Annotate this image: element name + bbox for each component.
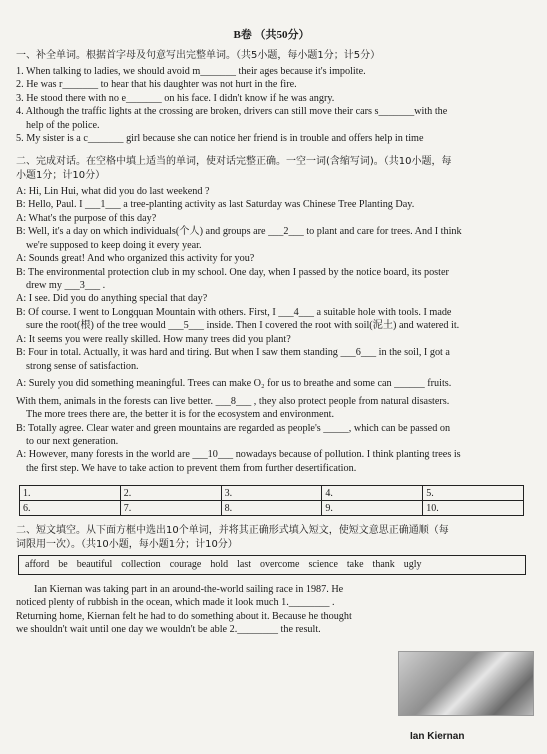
passage-text xyxy=(16,583,398,637)
question-item xyxy=(16,92,527,105)
section-heading-line: 小题1分；计10分） xyxy=(16,169,106,181)
dialogue-turn-line: B: Well, it's a day on which individuals(个人) and groups are ___2___ to plant and care for trees. And I think xyxy=(16,226,462,238)
word-bank-item: beautiful xyxy=(76,559,113,571)
question-item-line: help of the police. xyxy=(26,119,100,131)
dialogue-turn-line: A: What's the purpose of this day? xyxy=(16,212,157,224)
question-item-line: 3. He stood there with no e_______ on his face. I didn't know if he was angry. xyxy=(16,92,335,104)
answer-table xyxy=(19,485,524,516)
answer-cell[interactable]: 9. xyxy=(322,501,423,516)
dialogue-turn xyxy=(16,252,527,265)
dialogue-turn-line: B: Totally agree. Clear water and green mountains are regarded as people's _____, which can be passed on xyxy=(16,422,451,434)
answer-cell[interactable]: 8. xyxy=(221,501,322,516)
question-item-line: 4. Although the traffic lights at the crossing are broken, drivers can still move their cars s_______with the xyxy=(16,106,448,118)
dialogue-turn xyxy=(16,377,527,390)
passage-line: noticed plenty of rubbish in the ocean, which made it look much 1.________ . xyxy=(16,597,335,609)
page-title: B卷 （共50分） xyxy=(233,29,310,41)
word-bank-item: ugly xyxy=(403,559,422,571)
dialogue-turn xyxy=(16,185,527,198)
dialogue-turn-line: A: I see. Did you do anything special that day? xyxy=(16,293,208,305)
section-heading xyxy=(16,524,527,550)
dialogue-turn-line: drew my ___3___ . xyxy=(26,279,106,291)
section-vocabulary xyxy=(16,49,527,146)
question-item-line: 5. My sister is a c_______ girl because she can notice her friend is in trouble and offers help in time xyxy=(16,132,424,144)
word-bank-item: afford xyxy=(25,559,50,571)
answer-cell[interactable]: 3. xyxy=(221,486,322,501)
answer-cell[interactable]: 6. xyxy=(20,501,121,516)
passage-line: Ian Kiernan was taking part in an around-the-world sailing race in 1987. He xyxy=(34,583,344,595)
word-bank-item: hold xyxy=(210,559,229,571)
photo-caption: Ian Kiernan xyxy=(410,731,465,742)
dialogue-turn xyxy=(16,292,527,305)
dialogue-turn-line: B: Four in total. Actually, it was hard and tiring. But when I saw them standing ___6___ in the soil, I got a xyxy=(16,347,450,359)
dialogue-turn xyxy=(16,346,527,373)
dialogue-turn-line: A: Surely you did something meaningful. Trees can make O₂ for us to breathe and some can ______ fruits. xyxy=(16,378,452,390)
section-dialogue xyxy=(16,155,527,516)
dialogue-turn-line: A: However, many forests in the world are ___10___ nowadays because of pollution. I think planting trees is xyxy=(16,449,461,461)
section-heading-line: 二、完成对话。在空格中填上适当的单词，使对话完整正确。一空一词(含缩写词)。（共10小题，每 xyxy=(16,156,452,168)
dialogue-turn-line: B: Of course. I went to Longquan Mountain with others. First, I ___4___ a suitable hole with tools. I made xyxy=(16,306,452,318)
dialogue-turn-line: B: The environmental protection club in my school. One day, when I passed by the notice board, its poster xyxy=(16,266,449,278)
word-bank-item: overcome xyxy=(260,559,300,571)
section-heading: 一、补全单词。根据首字母及句意写出完整单词。（共5小题，每小题1分；计5分） xyxy=(16,49,381,61)
dialogue-turn-line: the first step. We have to take action to prevent them from further desertification. xyxy=(26,462,357,474)
section-heading xyxy=(16,155,527,181)
dialogue-turn xyxy=(16,225,527,252)
section-passage xyxy=(16,524,527,636)
dialogue-turn-line: With them, animals in the forests can live better. ___8___ , they also protect people from natural disasters. xyxy=(16,395,450,407)
answer-row xyxy=(20,501,524,516)
answer-cell[interactable]: 4. xyxy=(322,486,423,501)
word-bank-item: courage xyxy=(169,559,202,571)
question-item-line: 2. He was r_______ to hear that his daughter was not hurt in the fire. xyxy=(16,79,297,91)
answer-row xyxy=(20,486,524,501)
dialogue-turn xyxy=(16,422,527,449)
dialogue-turn xyxy=(16,306,527,333)
dialogue-turn-line: B: Hello, Paul. I ___1___ a tree-planting activity as last Saturday was Chinese Tree Planting Day. xyxy=(16,199,415,211)
question-item xyxy=(16,65,527,78)
word-bank-item: be xyxy=(58,559,68,571)
dialogue-turn-line: A: It seems you were really skilled. How many trees did you plant? xyxy=(16,333,291,345)
question-item xyxy=(16,132,527,145)
question-item xyxy=(16,105,527,132)
answer-cell[interactable]: 10. xyxy=(423,501,524,516)
dialogue-turn-line: The more trees there are, the better it is for the ecosystem and environment. xyxy=(26,409,335,421)
dialogue-turn xyxy=(16,266,527,293)
word-bank-item: last xyxy=(237,559,252,571)
dialogue-turn xyxy=(16,198,527,211)
word-bank-box xyxy=(18,555,526,575)
question-list xyxy=(16,65,527,146)
answer-cell[interactable]: 2. xyxy=(120,486,221,501)
word-bank-item: collection xyxy=(121,559,161,571)
section-heading-line: 词限用一次）。（共10小题，每小题1分；计10分） xyxy=(16,538,238,550)
dialogue-turn-line: strong sense of satisfaction. xyxy=(26,360,139,372)
word-bank-item: science xyxy=(308,559,338,571)
dialogue-turn-line: sure the root(根) of the tree would ___5___ inside. Then I covered the root with soil(泥土) and watered it. xyxy=(26,320,460,332)
dialogue-turn xyxy=(16,333,527,346)
portrait-photo xyxy=(398,651,534,716)
dialogue-turn-line: we're supposed to keep doing it every year. xyxy=(26,239,202,251)
dialogue-turn xyxy=(16,395,527,422)
dialogue-turn xyxy=(16,212,527,225)
dialogue-turn-line: A: Sounds great! And who organized this activity for you? xyxy=(16,253,255,265)
dialogue-turn-line: A: Hi, Lin Hui, what did you do last weekend ? xyxy=(16,185,210,197)
section-heading-line: 二、短文填空。从下面方框中选出10个单词，并将其正确形式填入短文，使短文意思正确通顺（每 xyxy=(16,525,449,537)
word-bank-item: take xyxy=(346,559,364,571)
passage-line: we shouldn't wait until one day we wouldn't be able 2.________ the result. xyxy=(16,624,321,636)
answer-cell[interactable]: 7. xyxy=(120,501,221,516)
passage-line: Returning home, Kiernan felt he had to do something about it. Because he thought xyxy=(16,610,352,622)
word-bank-item: thank xyxy=(372,559,395,571)
dialogue-list xyxy=(16,185,527,476)
dialogue-turn-line: to our next generation. xyxy=(26,435,119,447)
question-item xyxy=(16,78,527,91)
answer-cell[interactable]: 5. xyxy=(423,486,524,501)
question-item-line: 1. When talking to ladies, we should avoid m_______ their ages because it's impolite. xyxy=(16,65,366,77)
dialogue-turn xyxy=(16,448,527,475)
answer-cell[interactable]: 1. xyxy=(20,486,121,501)
